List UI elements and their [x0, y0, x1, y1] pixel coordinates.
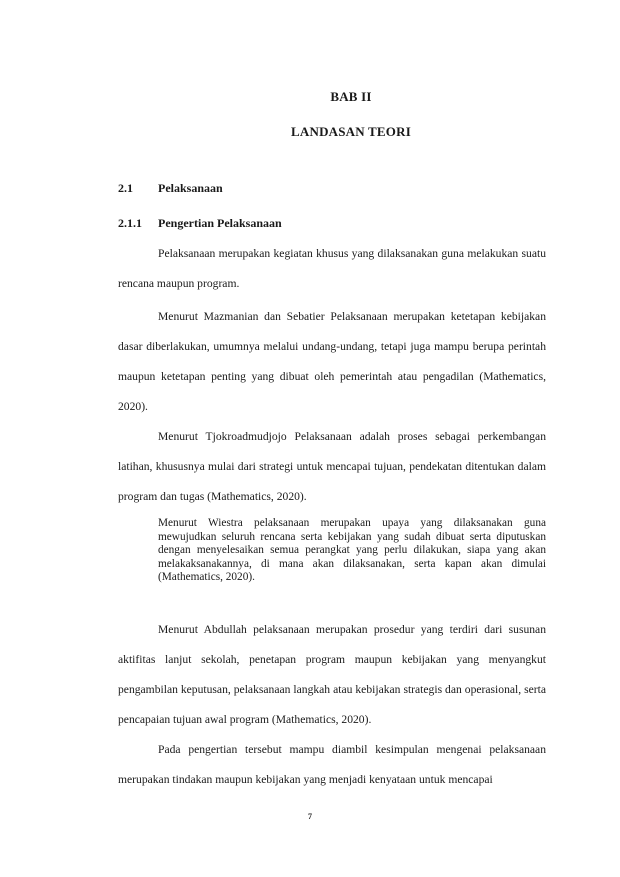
section-number: 2.1 — [118, 181, 133, 195]
chapter-number: BAB II — [330, 89, 372, 104]
section-title: Pelaksanaan — [158, 181, 223, 195]
paragraph-mazmanian: Menurut Mazmanian dan Sebatier Pelaksanaan merupakan ketetapan kebijakan dasar diberlakukan, umumnya melalui undang-undang, tetapi juga mampu berupa perintah maupun ketetapan penting yang dibuat oleh pemerintah atau pengadilan (Mathematics, 2020). — [118, 310, 546, 413]
paragraph-abdullah: Menurut Abdullah pelaksanaan merupakan prosedur yang terdiri dari susunan aktifitas lanjut sekolah, penetapan program maupun kebijakan yang menyangkut pengambilan keputusan, pelaksanaan langkah atau kebijakan strategis dan operasional, serta pencapaian tujuan awal program (Mathematics, 2020). — [118, 623, 546, 726]
page-number: 7 — [308, 812, 312, 821]
block-quote-wiestra: Menurut Wiestra pelaksanaan merupakan upaya yang dilaksanakan guna mewujudkan seluruh rencana serta kebijakan yang sudah dibuat serta diputuskan dengan menyelesaikan semua perangkat yang perlu dilakukan, siapa yang akan melakaksanakannya, di mana akan dilaksanakan, serta kapan akan dimulai (Mathematics, 2020). — [158, 517, 546, 584]
paragraph-definition: Pelaksanaan merupakan kegiatan khusus yang dilaksanakan guna melakukan suatu rencana maupun program. — [118, 247, 546, 290]
paragraph-tjokroadmudjojo: Menurut Tjokroadmudjojo Pelaksanaan adalah proses sebagai perkembangan latihan, khususnya mulai dari strategi untuk mencapai tujuan, pendekatan ditentukan dalam program dan tugas (Mathematics, 2020). — [118, 430, 546, 503]
chapter-title: LANDASAN TEORI — [291, 124, 411, 139]
section-title: Pengertian Pelaksanaan — [158, 216, 282, 230]
section-number: 2.1.1 — [118, 216, 142, 230]
section-heading-2-1-1 — [118, 216, 282, 231]
section-heading-2-1 — [118, 181, 223, 196]
paragraph-conclusion: Pada pengertian tersebut mampu diambil kesimpulan mengenai pelaksanaan merupakan tindakan maupun kebijakan yang menjadi kenyataan untuk mencapai — [118, 743, 546, 786]
